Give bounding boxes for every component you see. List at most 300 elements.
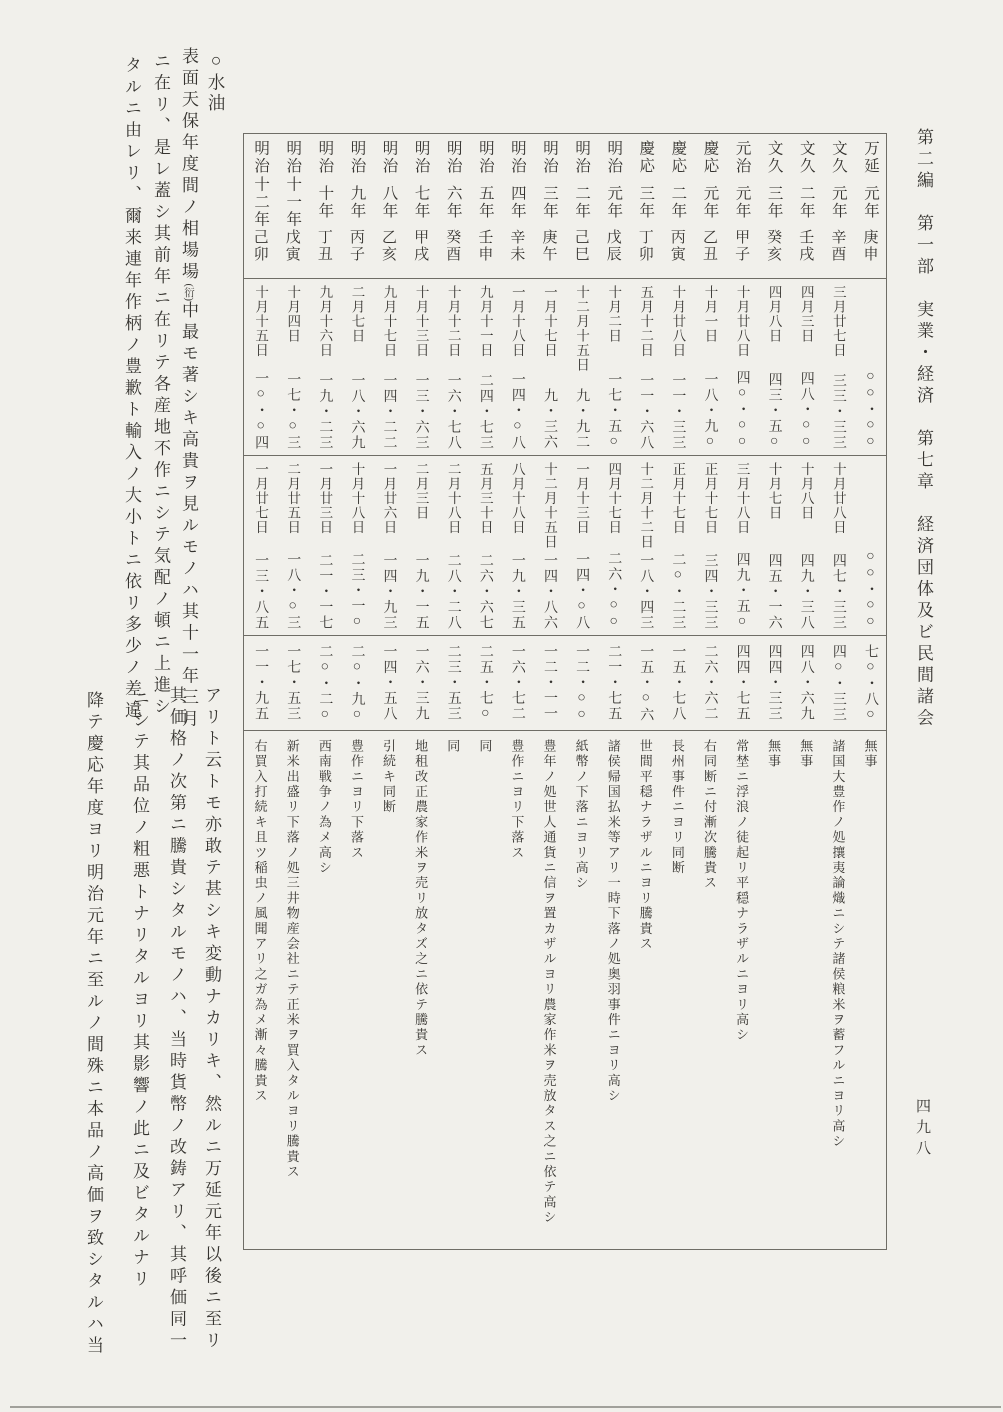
zodiac-label: 己巳 (572, 229, 589, 263)
zodiac-label: 甲子 (733, 229, 750, 263)
year-cell (854, 134, 886, 278)
average-price: 一七・五三 (285, 644, 301, 722)
zodiac-label: 癸酉 (444, 229, 461, 263)
quote-price: 一四・○八 (574, 551, 590, 630)
average-price-cell (758, 635, 790, 730)
year-label: 十一年 (284, 175, 302, 229)
first-quote-cell (597, 278, 629, 455)
remark-cell (758, 730, 790, 1249)
first-quote-cell (661, 278, 693, 455)
remark-cell (533, 730, 565, 1249)
remark-text: 新米出盛リ下落ノ処三井物産会社ニテ正米ヲ買入タルヨリ騰貴ス (284, 739, 300, 1180)
year-label: 元年 (701, 184, 719, 220)
zodiac-label: 戊寅 (283, 229, 300, 263)
quote-date: 二月廿五日 (285, 462, 301, 535)
year-label: 十二年 (252, 175, 270, 229)
average-price: 四八・六九 (798, 644, 814, 722)
era-label: 明治 (444, 140, 462, 175)
era-label: 明治 (573, 140, 591, 175)
quote-price: 二○・二三 (670, 551, 686, 630)
year-cell (501, 134, 533, 278)
margin-note: (衍) (183, 283, 194, 301)
era-label: 慶応 (701, 140, 719, 175)
remark-text: 同 (477, 739, 493, 755)
zodiac-label: 丁丑 (315, 229, 332, 263)
first-quote-cell (308, 278, 340, 455)
average-price-cell (405, 635, 437, 730)
quote-price: 二六・○○ (606, 550, 622, 630)
body-text-column: 其価格ノ次第ニ騰貴シタルモノハ、当時貨幣ノ改鋳アリ、其呼価同一 (167, 686, 186, 1353)
zodiac-label: 乙丑 (700, 229, 717, 263)
year-label: 七年 (412, 184, 430, 220)
remark-cell (469, 730, 501, 1249)
zodiac-label: 乙亥 (380, 229, 397, 263)
average-price-cell (661, 635, 693, 730)
zodiac-label: 己卯 (251, 229, 268, 263)
average-price-cell (501, 635, 533, 730)
era-label: 慶応 (669, 140, 687, 175)
remark-cell (854, 730, 886, 1249)
scan-edge (10, 1406, 1001, 1408)
quote-price: 四五・一六 (766, 552, 782, 630)
first-quote-cell (437, 278, 469, 455)
average-price: 二○・二○ (317, 644, 333, 724)
era-label: 万延 (861, 140, 879, 175)
average-price-cell (533, 635, 565, 730)
remark-text: 諸国大豊作ノ処攘夷論熾ニシテ諸侯粮米ヲ蓄フルニヨリ高シ (830, 739, 846, 1150)
era-label: 明治 (508, 140, 526, 175)
year-cell (340, 134, 372, 278)
year-cell (533, 134, 565, 278)
year-cell (373, 134, 405, 278)
average-price-cell (693, 635, 725, 730)
average-price: 二○・九○ (349, 644, 365, 724)
quote-price: 二一・一七 (317, 552, 333, 630)
remark-text: 諸侯帰国払米等アリ一時下落ノ処奥羽事件ニヨリ高シ (605, 739, 621, 1104)
quote-date: 四月八日 (766, 285, 782, 343)
year-label: 二年 (797, 184, 815, 220)
quote-price: 一三・六三 (413, 372, 429, 450)
year-column (276, 134, 308, 1249)
second-quote-cell (308, 455, 340, 635)
average-price-cell (822, 635, 854, 730)
year-column (373, 134, 405, 1249)
average-price: 二一・七五 (606, 644, 622, 722)
quote-date: 四月三日 (798, 285, 814, 343)
quote-date: 十月一日 (702, 285, 718, 343)
quote-price: 一九・二三 (317, 372, 333, 450)
quote-price: 三三・三三 (830, 372, 846, 450)
era-label: 明治 (284, 140, 302, 175)
first-quote-cell (469, 278, 501, 455)
quote-price: 四九・三八 (798, 552, 814, 630)
year-label: 六年 (444, 184, 462, 220)
average-price: 二五・七○ (477, 644, 493, 723)
first-quote-cell (790, 278, 822, 455)
remark-cell (661, 730, 693, 1249)
remark-cell (726, 730, 758, 1249)
year-column (469, 134, 501, 1249)
quote-price: 一八・九○ (702, 371, 718, 450)
zodiac-label: 壬戌 (797, 229, 814, 263)
quote-price: 二三・一○ (349, 551, 365, 630)
remark-text: 紙幣ノ下落ニヨリ高シ (573, 739, 589, 891)
zodiac-label: 癸亥 (765, 229, 782, 263)
second-quote-cell (244, 455, 276, 635)
quote-date: 十二月十五日 (542, 462, 558, 549)
remark-cell (308, 730, 340, 1249)
table-rule (244, 730, 886, 731)
quote-price: 一九・三五 (509, 552, 525, 630)
price-table-columns (244, 134, 886, 1249)
remark-text: 豊作ニヨリ下落ス (509, 739, 525, 861)
era-label: 明治 (541, 140, 559, 175)
second-quote-cell (276, 455, 308, 635)
average-price: 一二・○○ (574, 644, 590, 724)
year-label: 二年 (669, 184, 687, 220)
remark-cell (276, 730, 308, 1249)
remark-text: 長州事件ニヨリ同断 (669, 739, 685, 876)
body-text-column: アリト云トモ亦敢テ甚シキ変動ナカリキ、然ルニ万延元年以後ニ至リ (202, 686, 221, 1353)
second-quote-cell (373, 455, 405, 635)
page-number: 四九八 (914, 1098, 930, 1161)
year-cell (726, 134, 758, 278)
body-text-run: 表面天保年度間ノ相場場 (179, 47, 198, 284)
quote-date: 九月十七日 (381, 285, 397, 358)
running-head: 第二編 第一部 実業・経済 第七章 経済団体及ビ民間諸会 (914, 128, 933, 730)
quote-date: 二月七日 (349, 285, 365, 343)
quote-price: 一九・一五 (413, 552, 429, 630)
second-quote-cell (822, 455, 854, 635)
zodiac-label: 戊辰 (604, 229, 621, 263)
year-cell (308, 134, 340, 278)
quote-date: 一月十三日 (574, 462, 590, 535)
year-label: 元年 (733, 184, 751, 220)
era-label: 明治 (348, 140, 366, 175)
quote-date: 十二月十五日 (574, 285, 590, 372)
year-label: 元年 (861, 184, 879, 220)
zodiac-label: 甲戌 (412, 229, 429, 263)
remark-cell (405, 730, 437, 1249)
second-quote-cell (437, 455, 469, 635)
quote-date: 十月十八日 (349, 462, 365, 535)
quote-price: 四八・○○ (798, 370, 814, 450)
average-price: 一五・○六 (638, 644, 654, 723)
year-column (437, 134, 469, 1249)
year-label: 三年 (637, 184, 655, 220)
quote-price: 一七・五○ (606, 371, 622, 450)
year-cell (244, 134, 276, 278)
second-quote-cell (405, 455, 437, 635)
quote-price: 二八・二八 (445, 552, 461, 630)
quote-price: 四○・○○ (734, 369, 750, 450)
quote-date: 一月十七日 (542, 285, 558, 358)
quote-date: 一月廿三日 (317, 462, 333, 535)
quote-date: 十月七日 (766, 462, 782, 520)
quote-price: 一八・○三 (285, 551, 301, 630)
year-cell (661, 134, 693, 278)
average-price-cell (276, 635, 308, 730)
era-label: 明治 (252, 140, 270, 175)
second-quote-cell (565, 455, 597, 635)
remark-text: 世間平穏ナラザルニヨリ騰貴ス (637, 739, 653, 952)
remark-cell (340, 730, 372, 1249)
year-cell (597, 134, 629, 278)
average-price-cell (790, 635, 822, 730)
year-label: 八年 (380, 184, 398, 220)
year-column (597, 134, 629, 1249)
year-cell (469, 134, 501, 278)
average-price: 一四・五八 (381, 644, 397, 722)
year-cell (790, 134, 822, 278)
remark-cell (790, 730, 822, 1249)
year-column (405, 134, 437, 1249)
quote-price: 一○・○四 (253, 370, 269, 450)
average-price-cell (373, 635, 405, 730)
year-cell (405, 134, 437, 278)
quote-price: 四七・三三 (830, 552, 846, 630)
first-quote-cell (340, 278, 372, 455)
quote-date: 十月十五日 (253, 285, 269, 358)
era-label: 文久 (765, 140, 783, 175)
year-label: 三年 (541, 184, 559, 220)
remark-text: 右買入打続キ且ツ稲虫ノ風聞アリ之ガ為メ漸々騰貴ス (252, 739, 268, 1104)
year-cell (629, 134, 661, 278)
remark-cell (501, 730, 533, 1249)
remark-text: 豊年ノ処世人通貨ニ信ヲ置カザルヨリ農家作米ヲ売放タス之ニ依テ高シ (541, 739, 557, 1226)
quote-date: 十月十三日 (413, 285, 429, 358)
remark-cell (244, 730, 276, 1249)
quote-date: 一月十八日 (509, 285, 525, 358)
second-quote-cell (533, 455, 565, 635)
average-price: 七○・八○ (862, 644, 878, 724)
zodiac-label: 辛酉 (829, 229, 846, 263)
remark-text: 右同断ニ付漸次騰貴ス (701, 739, 717, 891)
remark-cell (822, 730, 854, 1249)
year-label: 二年 (573, 184, 591, 220)
quote-price: 一三・八五 (253, 552, 269, 630)
average-price: 一六・三九 (413, 644, 429, 722)
first-quote-cell (244, 278, 276, 455)
average-price-cell (437, 635, 469, 730)
second-quote-cell (854, 455, 886, 635)
second-quote-cell (629, 455, 661, 635)
quote-date: 十月十二日 (445, 285, 461, 358)
section-heading: ○水油 (206, 50, 226, 114)
quote-price: 二六・六七 (477, 552, 493, 630)
year-label: 元年 (829, 184, 847, 220)
remark-cell (629, 730, 661, 1249)
average-price-cell (244, 635, 276, 730)
remark-text: 無事 (862, 739, 878, 770)
quote-date: 五月三十日 (477, 462, 493, 535)
table-rule (244, 278, 886, 279)
era-label: 明治 (476, 140, 494, 175)
average-price-cell (469, 635, 501, 730)
year-label: 十年 (316, 184, 334, 220)
first-quote-cell (854, 278, 886, 455)
price-table (243, 133, 887, 1250)
year-column (854, 134, 886, 1249)
quote-date: 四月十七日 (606, 462, 622, 535)
era-label: 慶応 (637, 140, 655, 175)
zodiac-label: 庚午 (540, 229, 557, 263)
quote-price: 一四・○八 (509, 371, 525, 450)
body-text-column: タルニ由レリ、爾来連年作柄ノ豊歉ト輸入ノ大小トニ依リ多少ノ差違 (122, 56, 141, 723)
era-label: 文久 (797, 140, 815, 175)
second-quote-cell (790, 455, 822, 635)
average-price-cell (854, 635, 886, 730)
quote-date: 十月四日 (285, 285, 301, 343)
year-cell (437, 134, 469, 278)
average-price: 一二・一一 (542, 644, 558, 722)
body-text-column (176, 47, 201, 731)
zodiac-label: 丙寅 (668, 229, 685, 263)
second-quote-cell (726, 455, 758, 635)
average-price: 四四・七五 (734, 644, 750, 722)
year-column (661, 134, 693, 1249)
average-price-cell (340, 635, 372, 730)
quote-date: 一月廿六日 (381, 462, 397, 535)
quote-price: 四九・五○ (734, 551, 750, 630)
first-quote-cell (822, 278, 854, 455)
remark-cell (437, 730, 469, 1249)
era-label: 文久 (829, 140, 847, 175)
quote-price: 二四・七三 (477, 372, 493, 450)
body-text-column: 降テ慶応年度ヨリ明治元年ニ至ルノ間殊ニ本品ノ高価ヲ致シタルハ当 (84, 691, 103, 1358)
average-price-cell (565, 635, 597, 730)
body-text-run: 中最モ著シキ高貴ヲ見ルモノハ其十一年三月 (179, 301, 198, 731)
quote-price: 三四・三三 (702, 552, 718, 630)
quote-price: 一一・六八 (638, 372, 654, 450)
year-label: 元年 (605, 184, 623, 220)
quote-price: 一八・四三 (638, 552, 654, 630)
second-quote-cell (597, 455, 629, 635)
year-label: 九年 (348, 184, 366, 220)
year-label: 四年 (508, 184, 526, 220)
quote-price: ○○・○○ (862, 368, 878, 450)
quote-price: 一一・三三 (670, 372, 686, 450)
first-quote-cell (373, 278, 405, 455)
era-label: 明治 (412, 140, 430, 175)
average-price: 四四・三三 (766, 644, 782, 722)
quote-price: 一四・九三 (381, 552, 397, 630)
year-column (790, 134, 822, 1249)
remark-cell (565, 730, 597, 1249)
quote-date: 十月廿八日 (734, 285, 750, 358)
quote-price: 一四・二二 (381, 372, 397, 450)
remark-text: 同 (445, 739, 461, 755)
remark-cell (373, 730, 405, 1249)
second-quote-cell (469, 455, 501, 635)
quote-price: 九・三六 (542, 388, 558, 450)
quote-price: ○○・○○ (862, 548, 878, 630)
zodiac-label: 辛未 (508, 229, 525, 263)
quote-date: 十月八日 (798, 462, 814, 520)
average-price: 二六・六二 (702, 644, 718, 722)
quote-date: 正月十七日 (702, 462, 718, 535)
first-quote-cell (629, 278, 661, 455)
year-cell (565, 134, 597, 278)
year-label: 三年 (765, 184, 783, 220)
table-rule (244, 455, 886, 456)
remark-text: 常埜ニ浮浪ノ徒起リ平穏ナラザルニヨリ高シ (734, 739, 750, 1043)
remark-cell (597, 730, 629, 1249)
average-price: 一六・七二 (509, 644, 525, 722)
first-quote-cell (276, 278, 308, 455)
quote-date: 十月二日 (606, 285, 622, 343)
quote-date: 八月十八日 (509, 462, 525, 535)
quote-price: 四三・五○ (766, 371, 782, 450)
quote-date: 三月廿七日 (830, 285, 846, 358)
quote-date: 二月三日 (413, 462, 429, 520)
year-column (244, 134, 276, 1249)
quote-date: 十月廿八日 (670, 285, 686, 358)
era-label: 元治 (733, 140, 751, 175)
year-column (629, 134, 661, 1249)
year-column (758, 134, 790, 1249)
remark-text: 地租改正農家作米ヲ売リ放タズ之ニ依テ騰貴ス (413, 739, 429, 1059)
body-text-column: ニシテ其品位ノ粗悪トナリタルヨリ其影響ノ此ニ及ビタルナリ (130, 689, 149, 1291)
remark-text: 引続キ同断 (381, 739, 397, 815)
year-column (726, 134, 758, 1249)
quote-date: 五月十二日 (638, 285, 654, 358)
average-price: 一一・九五 (253, 644, 269, 722)
zodiac-label: 丁卯 (636, 229, 653, 263)
second-quote-cell (758, 455, 790, 635)
year-column (533, 134, 565, 1249)
year-cell (758, 134, 790, 278)
first-quote-cell (405, 278, 437, 455)
zodiac-label: 庚申 (861, 229, 878, 263)
year-column (340, 134, 372, 1249)
quote-date: 十月廿八日 (830, 462, 846, 535)
body-text-column: ニ在リ、是レ蓋シ其前年ニ在リテ各産地不作ニシテ気配ノ頓ニ上進シ (151, 52, 170, 719)
zodiac-label: 壬申 (476, 229, 493, 263)
quote-date: 二月十八日 (445, 462, 461, 535)
quote-price: 一七・○三 (285, 371, 301, 450)
first-quote-cell (693, 278, 725, 455)
remark-cell (693, 730, 725, 1249)
average-price-cell (629, 635, 661, 730)
year-column (308, 134, 340, 1249)
remark-text: 西南戦争ノ為メ高シ (316, 739, 332, 876)
zodiac-label: 丙子 (347, 229, 364, 263)
remark-text: 無事 (766, 739, 782, 770)
year-cell (693, 134, 725, 278)
average-price-cell (597, 635, 629, 730)
first-quote-cell (726, 278, 758, 455)
average-price: 一五・七八 (670, 644, 686, 722)
second-quote-cell (693, 455, 725, 635)
quote-date: 一月廿七日 (253, 462, 269, 535)
era-label: 明治 (380, 140, 398, 175)
quote-date: 正月十七日 (670, 462, 686, 535)
era-label: 明治 (605, 140, 623, 175)
second-quote-cell (340, 455, 372, 635)
quote-price: 一六・七八 (445, 372, 461, 450)
year-column (565, 134, 597, 1249)
table-rule (244, 635, 886, 636)
remark-text: 豊作ニヨリ下落ス (348, 739, 364, 861)
year-column (822, 134, 854, 1249)
year-label: 五年 (476, 184, 494, 220)
year-cell (822, 134, 854, 278)
quote-price: 九・九二 (574, 388, 590, 450)
first-quote-cell (501, 278, 533, 455)
quote-date: 十二月十二日 (638, 462, 654, 549)
year-cell (276, 134, 308, 278)
